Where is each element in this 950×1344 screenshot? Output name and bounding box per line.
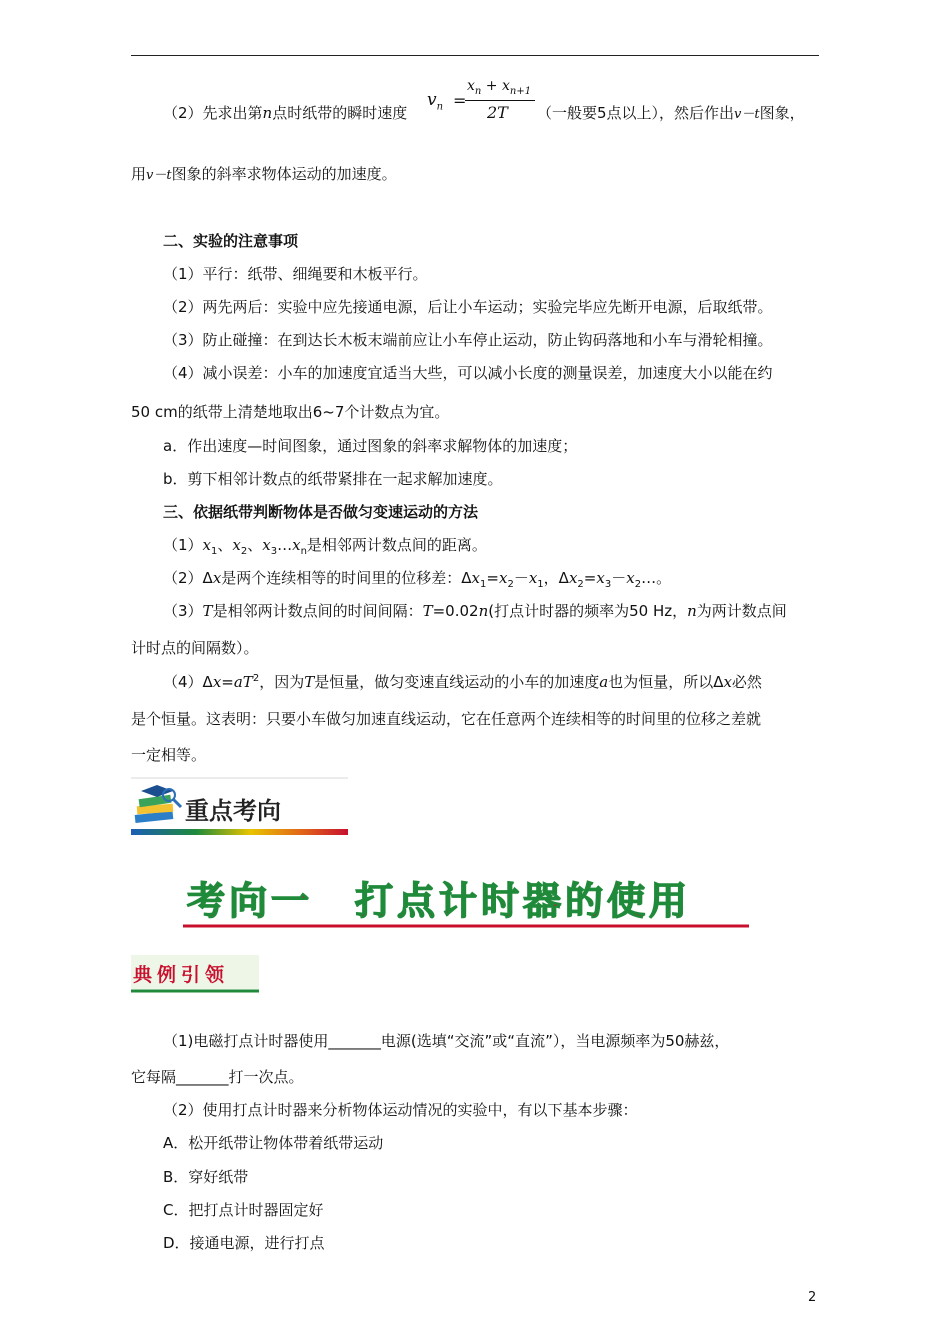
section-2-item-a: a．作出速度—时间图象，通过图象的斜率求解物体的加速度； xyxy=(163,437,578,455)
example-label-text: 典例引领 xyxy=(133,964,230,986)
topic-title-banner xyxy=(183,876,753,932)
books-icon xyxy=(135,785,181,823)
question-2: （2）使用打点计时器来分析物体运动情况的实验中，有以下基本步骤： xyxy=(163,1101,638,1119)
formula-numerator: $x_n + x_{n+1}$ xyxy=(467,78,532,97)
section-3-item-1: $(1)x_1$、$x_2$、$x_3\dots x_n$是相邻两计数点间的距离。 xyxy=(163,536,487,557)
key-direction-banner xyxy=(131,777,348,839)
section-3-item-4-line-2: 是个恒量。这表明：只要小车做匀加速直线运动，它在任意两个连续相等的时间里的位移之差就 xyxy=(131,710,762,728)
section-3-item-4-line-3: 一定相等。 xyxy=(131,746,207,764)
question-1-line-1: （1)电磁打点计时器使用_______电源(选填“交流”或“直流”），当电源频率为50赫兹， xyxy=(163,1032,730,1050)
option-d: D．接通电源，进行打点 xyxy=(163,1234,325,1252)
para-2-line-1: （2）先求出第n点时纸带的瞬时速度 xyxy=(163,104,408,122)
section-2-item-3: （3）防止碰撞：在到达长木板末端前应让小车停止运动，防止钩码落地和小车与滑轮相撞。 xyxy=(163,331,773,349)
section-2-item-1: （1）平行：纸带、细绳要和木板平行。 xyxy=(163,265,428,283)
section-2-item-4-line-2: 50 cm的纸带上清楚地取出6~7个计数点为宜。 xyxy=(131,403,450,421)
topic-title-graphic xyxy=(183,876,753,932)
section-2-heading: 二、实验的注意事项 xyxy=(163,232,299,250)
key-direction-graphic xyxy=(131,777,348,839)
top-rule xyxy=(131,55,819,56)
topic-title-text: 考向一 打点计时器的使用 xyxy=(187,879,692,923)
section-3-item-4-line-1: $(4)\Delta x=aT^2$，因为T是恒量，做匀变速直线运动的小车的加速度a也为恒量，所以Δx必然 xyxy=(163,673,762,691)
section-3-item-3-line-1: （3）T是相邻两计数点间的时间间隔：T=0.02n(打点计时器的频率为50 Hz，n为两计数点间 xyxy=(163,602,787,620)
para-2-line-1-tail: （一般要5点以上），然后作出v－t图象， xyxy=(537,104,805,122)
section-3-heading: 三、依据纸带判断物体是否做匀变速运动的方法 xyxy=(163,503,479,521)
key-direction-text: 重点考向 xyxy=(185,796,281,825)
formula-denominator: 2T xyxy=(487,103,508,122)
example-label-banner xyxy=(131,955,259,995)
option-b: B．穿好纸带 xyxy=(163,1168,249,1186)
section-3-item-3-line-2: 计时点的间隔数）。 xyxy=(131,639,259,657)
section-3-item-2: （2）Δx是两个连续相等的时间里的位移差：$\Delta x_1=x_2-x_1$，$\Delta x_2=x_3-x_2\dots$。 xyxy=(163,569,672,590)
question-1-line-2: 它每隔_______打一次点。 xyxy=(131,1068,304,1086)
page-number: 2 xyxy=(808,1290,817,1305)
formula-v: $v_n$ xyxy=(427,90,444,113)
para-2-line-2: 用v－t图象的斜率求物体运动的加速度。 xyxy=(131,165,397,183)
velocity-formula xyxy=(427,78,535,130)
example-label-graphic xyxy=(131,955,259,995)
fraction-bar xyxy=(465,100,535,101)
section-2-item-2: （2）两先两后：实验中应先接通电源，后让小车运动；实验完毕应先断开电源，后取纸带。 xyxy=(163,298,773,316)
option-c: C．把打点计时器固定好 xyxy=(163,1201,324,1219)
section-2-item-4-line-1: （4）减小误差：小车的加速度宜适当大些，可以减小长度的测量误差，加速度大小以能在约 xyxy=(163,364,773,382)
formula-equals: = xyxy=(453,91,467,110)
section-2-item-b: b．剪下相邻计数点的纸带紧排在一起求解加速度。 xyxy=(163,470,503,488)
option-a: A．松开纸带让物体带着纸带运动 xyxy=(163,1134,384,1152)
